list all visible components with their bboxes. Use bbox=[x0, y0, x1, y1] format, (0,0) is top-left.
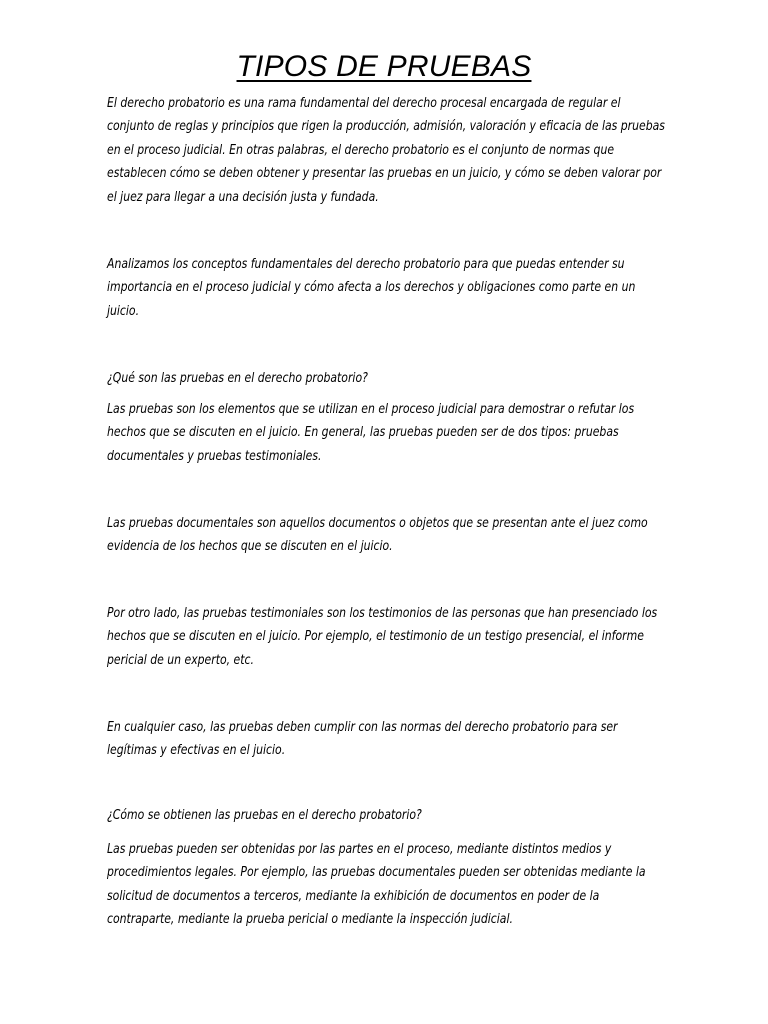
paragraph-cualquier-caso: En cualquier caso, las pruebas deben cumplir con las normas del derecho probatorio para ser legítimas y efectivas en el juicio. bbox=[107, 719, 618, 759]
question-como-se-obtienen: ¿Cómo se obtienen las pruebas en el derecho probatorio? bbox=[107, 807, 422, 823]
paragraph-pruebas-documentales: Las pruebas documentales son aquellos documentos o objetos que se presentan ante el juez como evidencia de los hechos que se discuten en el juicio. bbox=[107, 515, 648, 555]
paragraph-analizamos: Analizamos los conceptos fundamentales del derecho probatorio para que puedas entender su importancia en el proceso judicial y cómo afecta a los derechos y obligaciones como parte en un juicio. bbox=[107, 256, 636, 319]
paragraph-derecho-probatorio-intro: El derecho probatorio es una rama fundamental del derecho procesal encargada de regular el conjunto de reglas y principios que rigen la producción, admisión, valoración y eficacia de las pruebas en el proceso judicial. En otras palabras, el derecho probatorio es el conjunto de normas que establecen cómo se deben obtener y presentar las pruebas en un juicio, y cómo se deben valorar por el juez para llegar a una decisión justa y fundada. bbox=[107, 95, 665, 205]
question-que-son-pruebas: ¿Qué son las pruebas en el derecho probatorio? bbox=[107, 370, 368, 386]
document-title: TIPOS DE PRUEBAS bbox=[236, 50, 532, 83]
paragraph-obtencion-pruebas: Las pruebas pueden ser obtenidas por las partes en el proceso, mediante distintos medios y procedimientos legales. Por ejemplo, las pruebas documentales pueden ser obtenidas mediante la solicitud de documentos a terceros, mediante la exhibición de documentos en poder de la contraparte, mediante la prueba pericial o mediante la inspección judicial. bbox=[107, 841, 646, 928]
paragraph-pruebas-elementos: Las pruebas son los elementos que se utilizan en el proceso judicial para demostrar o refutar los hechos que se discuten en el juicio. En general, las pruebas pueden ser de dos tipos: pruebas documentales y pruebas testimoniales. bbox=[107, 401, 635, 464]
paragraph-pruebas-testimoniales: Por otro lado, las pruebas testimoniales son los testimonios de las personas que han presenciado los hechos que se discuten en el juicio. Por ejemplo, el testimonio de un testigo presencial, el informe pericial de un experto, etc. bbox=[107, 605, 658, 668]
